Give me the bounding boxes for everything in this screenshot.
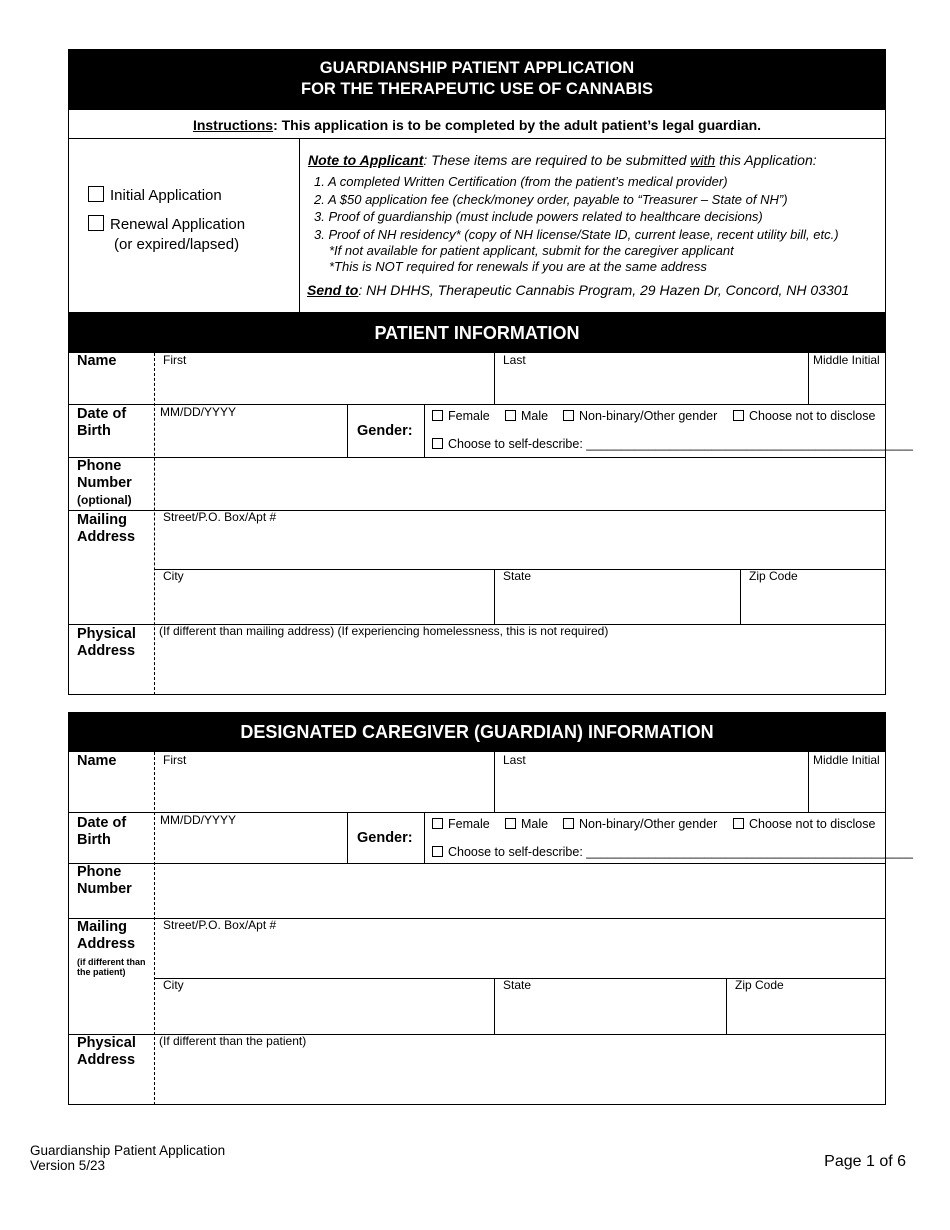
patient-city-field[interactable]: [155, 569, 494, 624]
checkbox[interactable]: [505, 818, 516, 829]
note-item: 2. A $50 application fee (check/money order, payable to “Treasurer – State of NH”): [314, 192, 788, 207]
footer-version: Version 5/23: [30, 1158, 106, 1173]
caregiver-mailing-label: [77, 919, 135, 953]
middle-initial-hint: Middle Initial: [813, 353, 880, 367]
dob-label-line: Date of: [77, 815, 127, 831]
patient-phone-label: [77, 458, 132, 492]
note-item: 3. Proof of NH residency* (copy of NH license/State ID, current lease, recent utility bill, etc.): [314, 227, 839, 242]
footer-doc-info: [30, 1143, 225, 1173]
patient-state-field[interactable]: [495, 569, 740, 624]
divider: [299, 138, 300, 313]
instructions-text: : This application is to be completed by the adult patient’s legal guardian.: [273, 117, 762, 133]
mailing-label-line: Address: [77, 936, 136, 952]
patient-physical-address-field[interactable]: [155, 624, 886, 695]
checkbox[interactable]: [432, 846, 443, 857]
form-title-line-1: GUARDIANSHIP PATIENT APPLICATION: [319, 59, 635, 77]
state-hint: State: [503, 978, 532, 992]
physical-address-hint: (If different than the patient): [159, 1034, 307, 1048]
note-intro: : These items are required to be submitted: [423, 152, 691, 168]
caregiver-first-name-field[interactable]: [155, 753, 494, 812]
renewal-application-label: Renewal Application: [110, 216, 246, 233]
patient-dob-label: [77, 406, 126, 440]
divider: [68, 138, 886, 139]
patient-gender-not-disclose[interactable]: [733, 409, 875, 423]
option-label: Choose not to disclose: [749, 409, 876, 423]
note-item: 3. Proof of guardianship (must include powers related to healthcare decisions): [314, 209, 763, 224]
physical-label-line: Physical: [77, 626, 136, 642]
patient-phone-optional-note: (optional): [77, 493, 132, 507]
form-title: [68, 49, 886, 110]
option-label: Non-binary/Other gender: [579, 817, 718, 831]
caregiver-last-name-field[interactable]: [495, 753, 808, 812]
option-label: Male: [521, 409, 549, 423]
last-name-hint: Last: [503, 353, 526, 367]
patient-street-field[interactable]: [155, 510, 886, 569]
option-label: Male: [521, 817, 549, 831]
zip-hint: Zip Code: [749, 569, 798, 583]
zip-hint: Zip Code: [735, 978, 784, 992]
patient-gender-self-describe[interactable]: [432, 437, 913, 451]
caregiver-middle-initial-field[interactable]: [809, 753, 886, 812]
initial-application-option[interactable]: [88, 186, 222, 204]
checkbox[interactable]: [432, 410, 443, 421]
patient-phone-field[interactable]: [155, 457, 886, 510]
dob-label-line: Birth: [77, 832, 111, 848]
checkbox[interactable]: [733, 818, 744, 829]
mailing-label-line: Address: [77, 529, 136, 545]
note-intro-end: this Application:: [715, 152, 817, 168]
send-to-text: : NH DHHS, Therapeutic Cannabis Program, 29 Hazen Dr, Concord, NH 03301: [358, 282, 850, 298]
patient-section-header: PATIENT INFORMATION: [68, 313, 886, 353]
option-label: Female: [448, 817, 490, 831]
caregiver-section-header: DESIGNATED CAREGIVER (GUARDIAN) INFORMATION: [68, 712, 886, 752]
state-hint: State: [503, 569, 532, 583]
patient-gender-male[interactable]: [505, 409, 548, 423]
caregiver-state-field[interactable]: [495, 978, 726, 1034]
patient-gender-label: Gender:: [357, 423, 413, 439]
street-hint: Street/P.O. Box/Apt #: [163, 918, 277, 932]
patient-last-name-field[interactable]: [495, 353, 808, 404]
send-to: [307, 282, 849, 298]
dob-label-line: Date of: [77, 406, 127, 422]
dob-hint: MM/DD/YYYY: [160, 405, 237, 419]
city-hint: City: [163, 569, 184, 583]
last-name-hint: Last: [503, 753, 526, 767]
initial-application-checkbox[interactable]: [88, 186, 104, 202]
divider: [424, 404, 425, 457]
caregiver-gender-self-describe[interactable]: [432, 845, 913, 859]
phone-label-line: Number: [77, 881, 132, 897]
instructions: [68, 117, 886, 133]
note-item: *If not available for patient applicant, submit for the caregiver applicant: [329, 243, 734, 258]
checkbox[interactable]: [432, 818, 443, 829]
checkbox[interactable]: [733, 410, 744, 421]
renewal-application-option[interactable]: [88, 215, 245, 233]
dob-hint: MM/DD/YYYY: [160, 813, 237, 827]
caregiver-physical-address-field[interactable]: [155, 1034, 886, 1105]
caregiver-gender-not-disclose[interactable]: [733, 817, 875, 831]
caregiver-gender-nonbinary[interactable]: [563, 817, 717, 831]
option-label: Choose to self-describe: _______________________________________________: [448, 845, 914, 859]
caregiver-street-field[interactable]: [155, 918, 886, 978]
patient-first-name-field[interactable]: [155, 353, 494, 404]
physical-label-line: Address: [77, 643, 136, 659]
phone-label-line: Phone: [77, 458, 122, 474]
caregiver-name-label: Name: [77, 753, 117, 769]
divider: [347, 404, 348, 457]
first-name-hint: First: [163, 753, 187, 767]
caregiver-dob-label: [77, 815, 126, 849]
patient-dob-field[interactable]: [155, 404, 347, 457]
caregiver-city-field[interactable]: [155, 978, 494, 1034]
caregiver-gender-male[interactable]: [505, 817, 548, 831]
first-name-hint: First: [163, 353, 187, 367]
caregiver-gender-label: Gender:: [357, 830, 413, 846]
mailing-label-line: Mailing: [77, 512, 127, 528]
city-hint: City: [163, 978, 184, 992]
initial-application-label: Initial Application: [110, 187, 222, 204]
patient-middle-initial-field[interactable]: [809, 353, 886, 404]
physical-address-hint: (If different than mailing address) (If experiencing homelessness, this is not required): [159, 624, 609, 638]
caregiver-phone-field[interactable]: [155, 863, 886, 918]
phone-label-line: Phone: [77, 864, 122, 880]
middle-initial-hint: Middle Initial: [813, 753, 880, 767]
note-item: *This is NOT required for renewals if you are at the same address: [329, 259, 707, 274]
note-item: 1. A completed Written Certification (from the patient’s medical provider): [314, 174, 728, 189]
patient-gender-nonbinary[interactable]: [563, 409, 717, 423]
caregiver-phone-label: [77, 864, 132, 898]
note-intro-with: with: [690, 152, 716, 168]
instructions-label: Instructions: [192, 117, 274, 133]
note-to-applicant: [308, 152, 817, 168]
note-label: Note to Applicant: [308, 152, 424, 168]
footer-doc-name: Guardianship Patient Application: [30, 1143, 226, 1158]
caregiver-dob-field[interactable]: [155, 812, 347, 863]
street-hint: Street/P.O. Box/Apt #: [163, 510, 277, 524]
option-label: Non-binary/Other gender: [579, 409, 718, 423]
phone-label-line: Number: [77, 475, 132, 491]
page-number: Page 1 of 6: [824, 1153, 906, 1170]
renewal-application-checkbox[interactable]: [88, 215, 104, 231]
patient-zip-field[interactable]: [741, 569, 886, 624]
patient-mailing-label: [77, 512, 135, 546]
physical-label-line: Physical: [77, 1035, 136, 1051]
checkbox[interactable]: [505, 410, 516, 421]
checkbox[interactable]: [563, 410, 574, 421]
dob-label-line: Birth: [77, 423, 111, 439]
option-label: Choose to self-describe: _______________________________________________: [448, 437, 914, 451]
option-label: Choose not to disclose: [749, 817, 876, 831]
checkbox[interactable]: [432, 438, 443, 449]
caregiver-physical-label: [77, 1035, 136, 1069]
renewal-application-note: (or expired/lapsed): [114, 236, 240, 253]
patient-name-label: Name: [77, 353, 117, 369]
form-title-line-2: FOR THE THERAPEUTIC USE OF CANNABIS: [300, 80, 653, 98]
mailing-label-line: Mailing: [77, 919, 127, 935]
divider: [424, 812, 425, 863]
patient-physical-label: [77, 626, 136, 660]
caregiver-gender-female[interactable]: [432, 817, 490, 831]
divider: [347, 812, 348, 863]
physical-label-line: Address: [77, 1052, 136, 1068]
send-to-label: Send to: [307, 282, 359, 298]
checkbox[interactable]: [563, 818, 574, 829]
patient-gender-female[interactable]: [432, 409, 490, 423]
option-label: Female: [448, 409, 490, 423]
caregiver-mailing-note: (if different than the patient): [77, 957, 146, 977]
caregiver-zip-field[interactable]: [727, 978, 886, 1034]
